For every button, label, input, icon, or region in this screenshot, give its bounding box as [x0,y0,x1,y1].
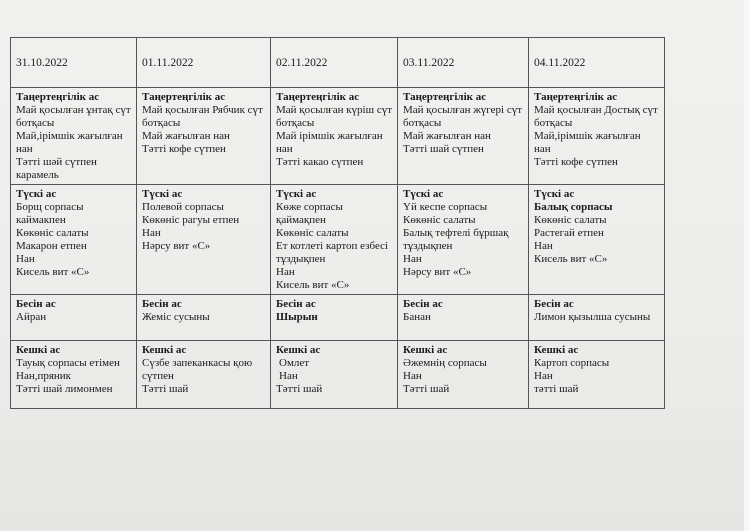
menu-cell [271,88,398,185]
menu-item: Нан [534,240,553,252]
menu-item: Полевой сорпасы [142,201,224,213]
menu-item: Нан [403,253,422,265]
meal-title: Бесін ас [534,298,574,310]
menu-cell [529,185,665,295]
menu-cell [137,295,271,341]
date-cell: 03.11.2022 [398,38,529,88]
menu-item: Тәтті шай лимонмен [16,383,113,395]
menu-item: Нан [16,253,35,265]
menu-item: Кисель вит «С» [16,266,90,278]
meal-row-lunch [11,185,665,295]
menu-cell [11,295,137,341]
date-cell: 02.11.2022 [271,38,398,88]
menu-item: Май,ірімшік жағылған нан [534,130,641,155]
menu-cell [398,341,529,409]
menu-item: Кисель вит «С» [534,253,608,265]
menu-item: Май қосылған жүгері сүт ботқасы [403,104,523,129]
menu-item: Нан,пряник [16,370,72,382]
meal-title: Таңертеңгілік ас [403,91,487,103]
menu-item: Борщ сорпасы каймакпен [16,201,84,226]
menu-cell [271,341,398,409]
menu-item: Май ірімшік жағылған нан [276,130,383,155]
meal-title: Таңертеңгілік ас [16,91,100,103]
menu-item: Көкөніс салаты [276,227,349,239]
menu-item: Нан [276,266,295,278]
menu-item: Май қосылған күріш сүт ботқасы [276,104,393,129]
date-header-row [11,38,665,88]
menu-cell [398,88,529,185]
menu-item: Растегай етпен [534,227,604,239]
menu-item: Нәрсу вит «С» [403,266,472,278]
menu-cell [271,185,398,295]
menu-cell [271,295,398,341]
menu-item: Көкөніс салаты [534,214,607,226]
meal-title: Бесін ас [142,298,182,310]
menu-cell [529,88,665,185]
meal-title: Бесін ас [16,298,56,310]
menu-item: Тәтті шай сүтпен [403,143,484,155]
menu-item: Май жағылған нан [403,130,491,142]
meal-row-dinner [11,341,665,409]
menu-item: Нан [279,370,298,382]
menu-item: Көкөніс салаты [403,214,476,226]
menu-item: Тәтті шай [142,383,189,395]
meal-title: Кешкі ас [142,344,187,356]
menu-cell [398,295,529,341]
menu-item: Банан [403,311,431,323]
menu-cell [11,341,137,409]
menu-item: Тәтті шәй сүтпен карамель [16,156,97,181]
menu-item: Үй кеспе сорпасы [403,201,488,213]
menu-item: Май қосылған Рябчик сүт ботқасы [142,104,263,129]
menu-item: тәтті шай [534,383,579,395]
menu-item: Тәтті какао сүтпен [276,156,364,168]
meal-row-breakfast [11,88,665,185]
menu-item: Тәтті кофе сүтпен [534,156,618,168]
menu-item: Балық тефтелі бұршақ тұздықпен [403,227,509,252]
menu-item: Көкөніс салаты [16,227,89,239]
menu-item: Омлет [279,357,310,369]
menu-item: Әжемнің сорпасы [403,357,487,369]
menu-item: Тәтті шай [403,383,450,395]
paper-edge [744,0,750,531]
date-cell: 31.10.2022 [11,38,137,88]
meal-title: Кешкі ас [534,344,579,356]
menu-item: Көкөніс рагуы етпен [142,214,240,226]
menu-item: Көже сорпасы қаймақпен [276,201,343,226]
date-cell: 04.11.2022 [529,38,665,88]
meal-title: Таңертеңгілік ас [534,91,618,103]
meal-title: Таңертеңгілік ас [142,91,226,103]
menu-item: Май қосылған ұнтақ сүт ботқасы [16,104,131,129]
menu-item: Тауық сорпасы етімен [16,357,120,369]
meal-title: Кешкі ас [403,344,448,356]
weekly-menu-table [10,37,665,409]
menu-item: Нәрсу вит «С» [142,240,211,252]
meal-title: Кешкі ас [276,344,321,356]
meal-title: Түскі ас [403,188,444,200]
meal-title: Түскі ас [142,188,183,200]
menu-item: Тәтті кофе сүтпен [142,143,226,155]
menu-item: Балық сорпасы [534,201,613,213]
meal-title: Таңертеңгілік ас [276,91,360,103]
menu-item: Май қосылған Достық сүт ботқасы [534,104,658,129]
menu-cell [137,341,271,409]
menu-item: Айран [16,311,47,323]
menu-cell [529,295,665,341]
date-cell: 01.11.2022 [137,38,271,88]
menu-item: Картоп сорпасы [534,357,610,369]
menu-cell [529,341,665,409]
menu-cell [137,88,271,185]
menu-item: Нан [403,370,422,382]
menu-item: Май,ірімшік жағылған нан [16,130,123,155]
menu-item: Макарон етпен [16,240,87,252]
menu-item: Ет котлеті картоп езбесі тұздықпен [276,240,389,265]
menu-cell [11,185,137,295]
menu-item: Нан [142,227,161,239]
menu-cell [137,185,271,295]
meal-title: Бесін ас [276,298,316,310]
menu-item: Тәтті шай [276,383,323,395]
meal-title: Кешкі ас [16,344,61,356]
meal-title: Түскі ас [534,188,575,200]
menu-cell [11,88,137,185]
menu-item: Лимон қызылша сусыны [534,311,651,323]
menu-item: Сүзбе запеканкасы қою сүтпен [142,357,253,382]
menu-item: Май жағылған нан [142,130,230,142]
meal-title: Түскі ас [16,188,57,200]
menu-item: Жеміс сусыны [142,311,210,323]
menu-item: Шырын [276,311,318,323]
menu-item: Нан [534,370,553,382]
meal-row-snack [11,295,665,341]
meal-title: Түскі ас [276,188,317,200]
menu-item: Кисель вит «С» [276,279,350,291]
menu-cell [398,185,529,295]
meal-title: Бесін ас [403,298,443,310]
